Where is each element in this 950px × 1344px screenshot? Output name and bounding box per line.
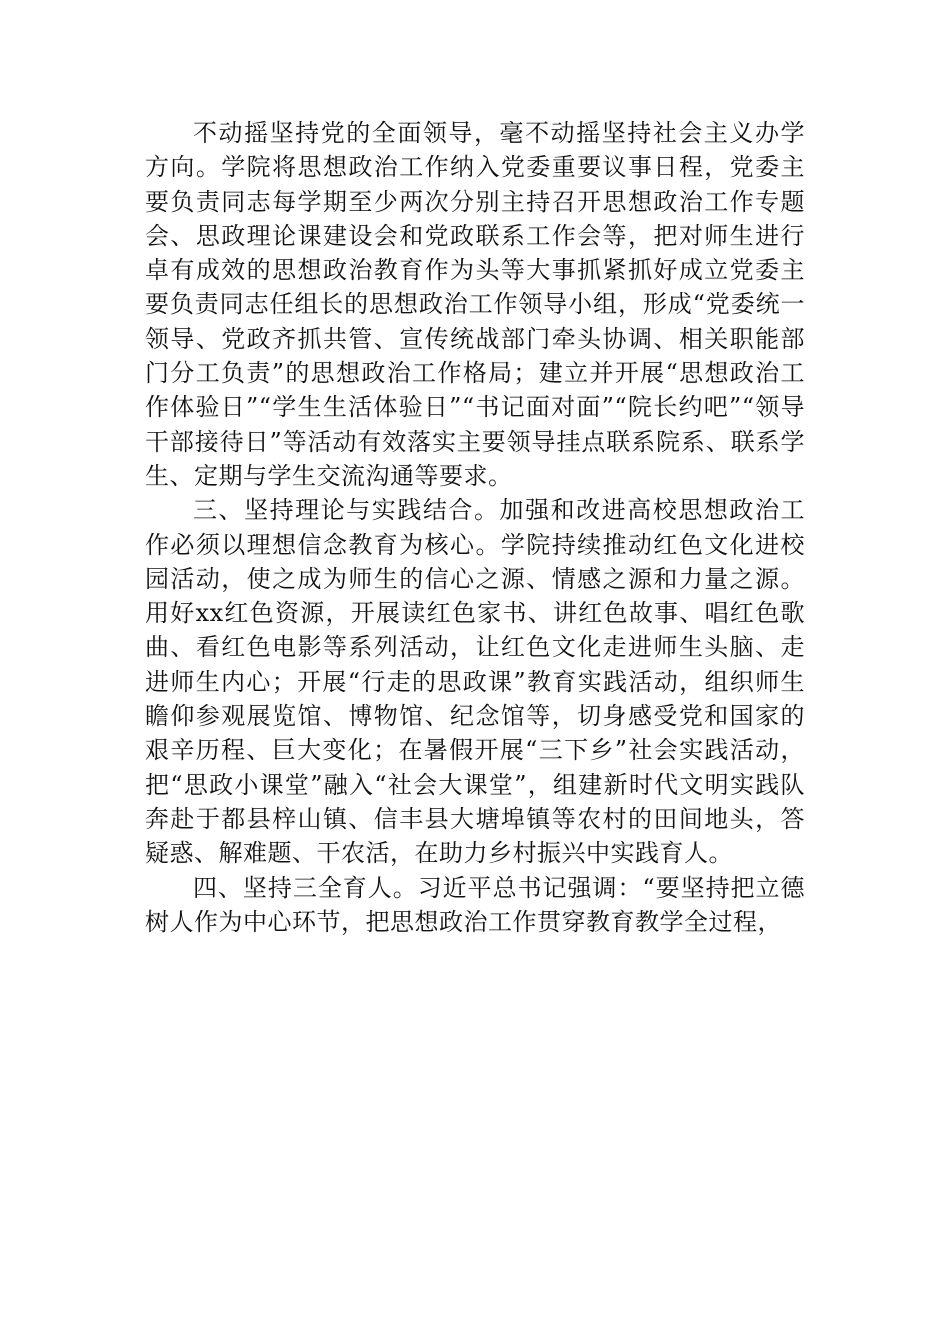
document-body	[145, 116, 805, 939]
paragraph-leadership: 不动摇坚持党的全面领导，毫不动摇坚持社会主义办学方向。学院将思想政治工作纳入党委重要议事日程，党委主要负责同志每学期至少两次分别主持召开思想政治工作专题会、思政理论课建设会和党政联系工作会等，把对师生进行卓有成效的思想政治教育作为头等大事抓紧抓好成立党委主要负责同志任组长的思想政治工作领导小组，形成“党委统一领导、党政齐抓共管、宣传统战部门牵头协调、相关职能部门分工负责”的思想政治工作格局；建立并开展“思想政治工作体验日”“学生生活体验日”“书记面对面”“院长约吧”“领导干部接待日”等活动有效落实主要领导挂点联系院系、联系学生、定期与学生交流沟通等要求。	[145, 119, 805, 490]
paragraph-three-all-education: 四、坚持三全育人。习近平总书记强调：“要坚持把立德树人作为中心环节，把思想政治工作贯穿教育教学全过程，	[145, 873, 805, 936]
paragraph-theory-practice: 三、坚持理论与实践结合。加强和改进高校思想政治工作必须以理想信念教育为核心。学院持续推动红色文化进校园活动，使之成为师生的信心之源、情感之源和力量之源。用好xx红色资源，开展读红色家书、讲红色故事、唱红色歌曲、看红色电影等系列活动，让红色文化走进师生头脑、走进师生内心；开展“行走的思政课”教育实践活动，组织师生瞻仰参观展览馆、博物馆、纪念馆等，切身感受党和国家的艰辛历程、巨大变化；在暑假开展“三下乡”社会实践活动，把“思政小课堂”融入“社会大课堂”，组建新时代文明实践队奔赴于都县梓山镇、信丰县大塘埠镇等农村的田间地头，答疑惑、解难题、干农活，在助力乡村振兴中实践育人。	[145, 496, 805, 868]
